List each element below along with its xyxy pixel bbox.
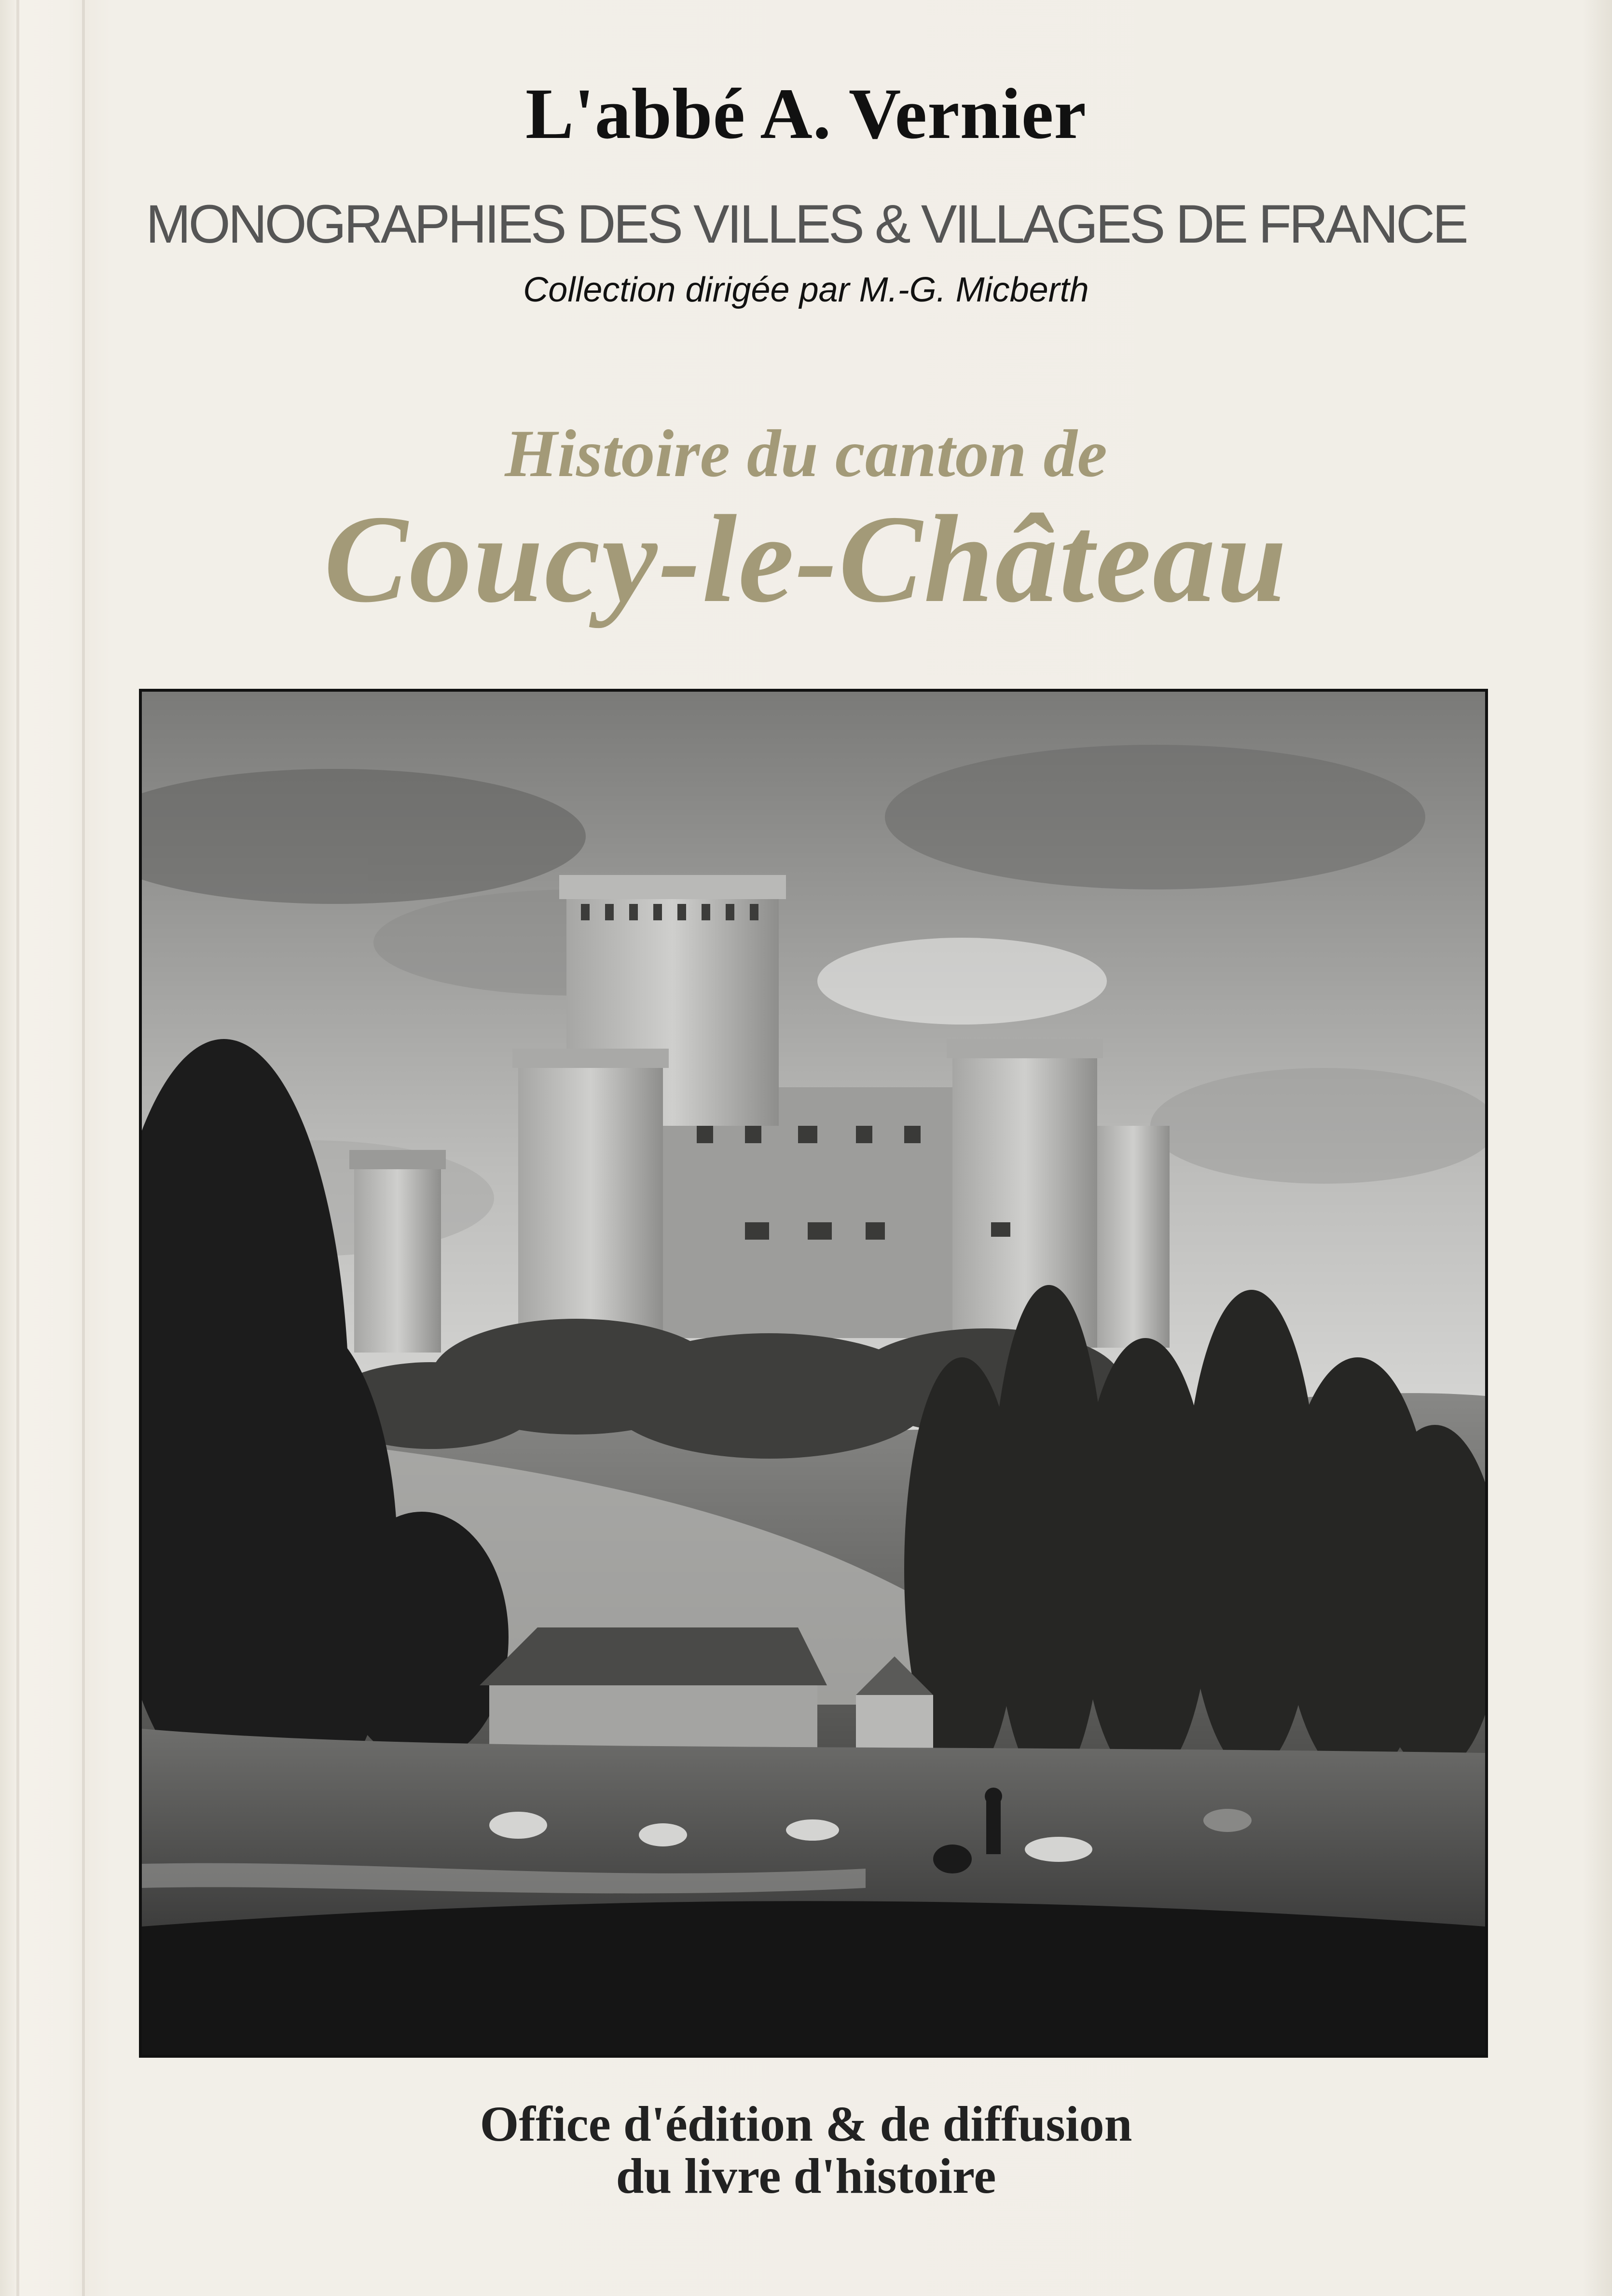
publisher-line-1: Office d'édition & de diffusion [480,2096,1132,2152]
book-subtitle: Histoire du canton de [505,416,1107,491]
book-title: Coucy-le-Château [324,490,1288,629]
collection-editor: Collection dirigée par M.-G. Micberth [523,271,1089,309]
author-name: L'abbé A. Vernier [525,74,1087,154]
publisher-line-2: du livre d'histoire [616,2148,996,2204]
publisher [0,2098,1612,2202]
series-title: MONOGRAPHIES DES VILLES & VILLAGES DE FRANCE [146,194,1466,254]
cover-illustration [139,689,1488,2058]
castle-engraving [142,692,1485,2055]
foreground-bank [142,1901,1485,2055]
spine-crease [82,0,85,2296]
spine-crease [16,0,19,2296]
